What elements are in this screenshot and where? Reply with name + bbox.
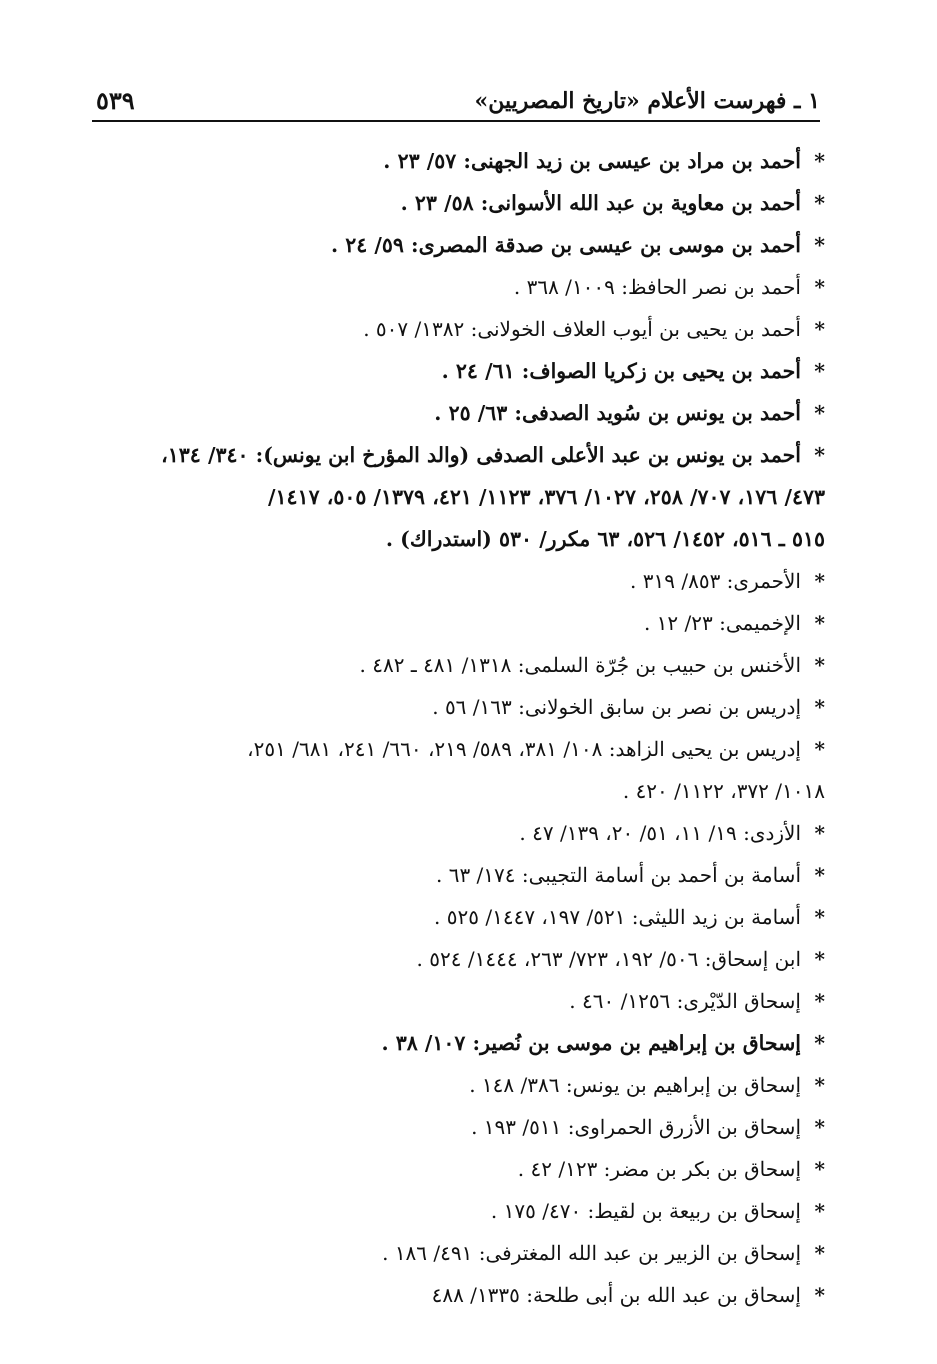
- entry-text: إسحاق بن ربيعة بن لقيط: ٤٧٠/ ١٧٥ .: [490, 1199, 801, 1223]
- index-entry: [65, 938, 825, 980]
- bullet-star: *: [814, 1199, 825, 1223]
- entry-text: أحمد بن معاوية بن عبد الله الأسوانى: ٥٨/ ٢٣ .: [400, 191, 801, 215]
- bullet-star: *: [814, 275, 825, 299]
- entry-text: أحمد بن يحيى بن زكريا الصواف: ٦١/ ٢٤ .: [441, 359, 801, 383]
- index-entry: [65, 1232, 825, 1274]
- entry-text: أحمد بن نصر الحافظ: ١٠٠٩/ ٣٦٨ .: [513, 275, 801, 299]
- bullet-star: *: [814, 1157, 825, 1181]
- index-entries: [65, 140, 825, 1316]
- entry-text: أحمد بن مراد بن عيسى بن زيد الجهنى: ٥٧/ ٢٣ .: [383, 149, 801, 173]
- page-header: [92, 86, 820, 122]
- bullet-star: *: [814, 653, 825, 677]
- entry-line: ١٠١٨/ ٣٧٢، ١١٢٢/ ٤٢٠ .: [622, 779, 825, 803]
- bullet-star: *: [814, 1115, 825, 1139]
- bullet-star: *: [814, 1283, 825, 1307]
- entry-text: إسحاق بن إبراهيم بن موسى بن نُصير: ١٠٧/ ٣٨ .: [381, 1031, 801, 1055]
- index-entry: [65, 1064, 825, 1106]
- index-entry: [65, 896, 825, 938]
- index-entry: [65, 434, 825, 560]
- entry-line: أحمد بن يونس بن عبد الأعلى الصدفى (والد المؤرخ ابن يونس): ٣٤٠/ ١٣٤،: [161, 443, 801, 467]
- entry-text: إسحاق بن بكر بن مضر: ١٢٣/ ٤٢ .: [517, 1157, 801, 1181]
- entry-text: إسحاق بن الأزرق الحمراوى: ٥١١/ ١٩٣ .: [471, 1115, 801, 1139]
- entry-text: أسامة بن زيد الليثى: ٥٢١/ ١٩٧، ١٤٤٧/ ٥٢٥ .: [434, 905, 801, 929]
- index-entry: [65, 1106, 825, 1148]
- bullet-star: *: [814, 863, 825, 887]
- index-entry: [65, 1274, 825, 1316]
- index-entry: [65, 140, 825, 182]
- bullet-star: *: [814, 989, 825, 1013]
- bullet-star: *: [814, 401, 825, 425]
- entry-text: أحمد بن موسى بن عيسى بن صدقة المصرى: ٥٩/ ٢٤ .: [330, 233, 801, 257]
- index-entry: [65, 1148, 825, 1190]
- index-entry: [65, 392, 825, 434]
- entry-text: إسحاق بن الزبير بن عبد الله المغترفى: ٤٩١/ ١٨٦ .: [382, 1241, 801, 1265]
- index-entry: [65, 728, 825, 812]
- entry-text: أحمد بن يحيى بن أيوب العلاف الخولانى: ١٣٨٢/ ٥٠٧ .: [363, 317, 801, 341]
- entry-text: الأزدى: ١٩/ ١١، ٥١/ ٢٠، ١٣٩/ ٤٧ .: [519, 821, 801, 845]
- index-entry: [65, 644, 825, 686]
- index-entry: [65, 854, 825, 896]
- bullet-star: *: [814, 569, 825, 593]
- bullet-star: *: [814, 737, 825, 761]
- bullet-star: *: [814, 149, 825, 173]
- bullet-star: *: [814, 233, 825, 257]
- index-entry: [65, 1190, 825, 1232]
- entry-text: إدريس بن نصر بن سابق الخولانى: ١٦٣/ ٥٦ .: [432, 695, 801, 719]
- entry-text: أحمد بن يونس بن سُويد الصدفى: ٦٣/ ٢٥ .: [434, 401, 801, 425]
- bullet-star: *: [814, 611, 825, 635]
- index-entry: [65, 980, 825, 1022]
- entry-line: إدريس بن يحيى الزاهد: ١٠٨/ ٣٨١، ٥٨٩/ ٢١٩، ٦٦٠/ ٢٤١، ٦٨١/ ٢٥١،: [247, 737, 801, 761]
- bullet-star: *: [814, 443, 825, 467]
- index-entry: [65, 182, 825, 224]
- index-entry: [65, 812, 825, 854]
- index-entry: [65, 1022, 825, 1064]
- running-title: ١ ـ فهرست الأعلام «تاريخ المصريين»: [474, 88, 820, 114]
- index-entry: [65, 350, 825, 392]
- index-entry: [65, 266, 825, 308]
- bullet-star: *: [814, 1073, 825, 1097]
- bullet-star: *: [814, 821, 825, 845]
- page-number: ٥٣٩: [96, 86, 135, 115]
- bullet-star: *: [814, 359, 825, 383]
- entry-text: إسحاق الدّيْرى: ١٢٥٦/ ٤٦٠ .: [569, 989, 801, 1013]
- entry-text: إسحاق بن عبد الله بن أبى طلحة: ١٣٣٥/ ٤٨٨: [431, 1283, 801, 1307]
- bullet-star: *: [814, 905, 825, 929]
- entry-text: الأحمرى: ٨٥٣/ ٣١٩ .: [630, 569, 801, 593]
- entry-text: إسحاق بن إبراهيم بن يونس: ٣٨٦/ ١٤٨ .: [469, 1073, 801, 1097]
- index-entry: [65, 560, 825, 602]
- bullet-star: *: [814, 695, 825, 719]
- bullet-star: *: [814, 191, 825, 215]
- entry-text: الإخميمى: ٢٣/ ١٢ .: [643, 611, 801, 635]
- entry-line: ٥١٥ ـ ٥١٦، ١٤٥٢/ ٥٢٦، ٦٣ مكرر/ ٥٣٠ (استدراك) .: [385, 527, 825, 551]
- bullet-star: *: [814, 317, 825, 341]
- index-entry: [65, 602, 825, 644]
- entry-line: ٤٧٣/ ١٧٦، ٧٠٧/ ٢٥٨، ١٠٢٧/ ٣٧٦، ١١٢٣/ ٤٢١، ١٣٧٩/ ٥٠٥، ١٤١٧/: [268, 485, 825, 509]
- index-entry: [65, 308, 825, 350]
- index-entry: [65, 224, 825, 266]
- entry-text: الأخنس بن حبيب بن جُرّة السلمى: ١٣١٨/ ٤٨١ ـ ٤٨٢ .: [359, 653, 801, 677]
- entry-text: ابن إسحاق: ٥٠٦/ ١٩٢، ٧٢٣/ ٢٦٣، ١٤٤٤/ ٥٢٤ .: [416, 947, 801, 971]
- index-entry: [65, 686, 825, 728]
- entry-text: أسامة بن أحمد بن أسامة التجيبى: ١٧٤/ ٦٣ .: [435, 863, 801, 887]
- bullet-star: *: [814, 1241, 825, 1265]
- bullet-star: *: [814, 1031, 825, 1055]
- bullet-star: *: [814, 947, 825, 971]
